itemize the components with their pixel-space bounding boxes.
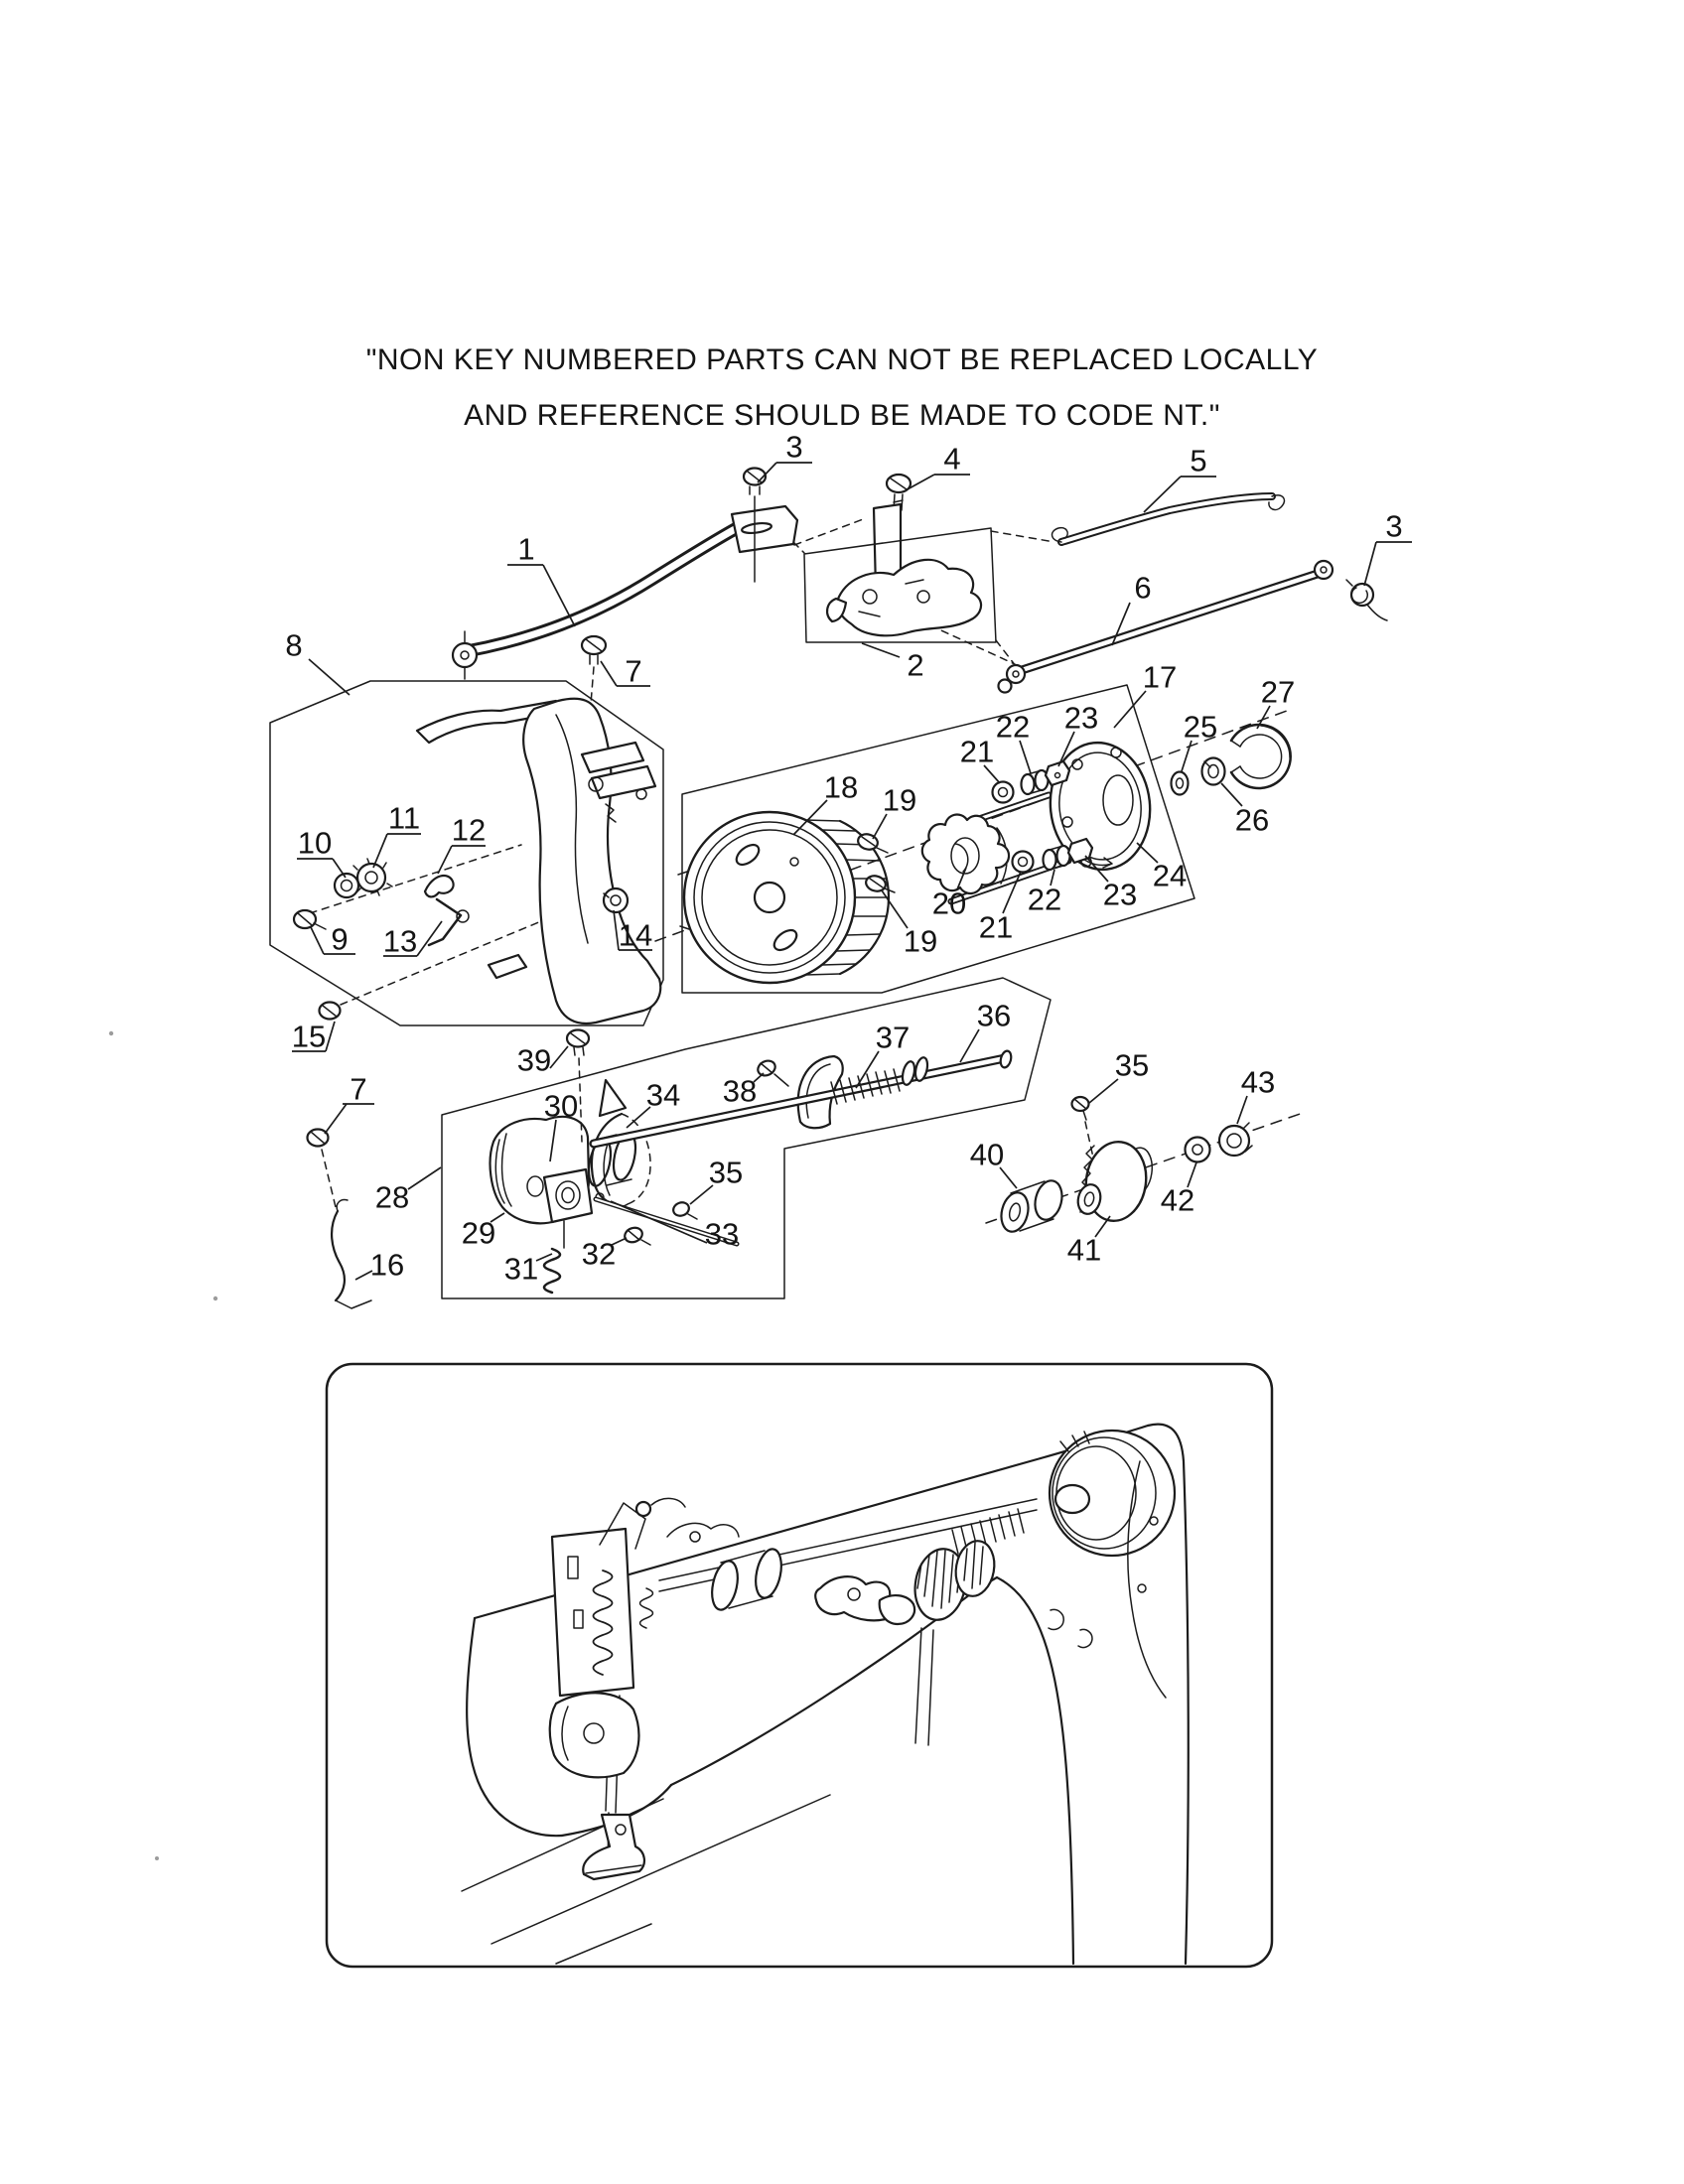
screw-35-right <box>1072 1097 1094 1158</box>
svg-text:3: 3 <box>785 429 803 465</box>
screw-7-lower <box>308 1130 337 1208</box>
svg-text:22: 22 <box>995 709 1031 745</box>
svg-text:18: 18 <box>823 769 859 805</box>
gear-41 <box>1075 1138 1156 1225</box>
svg-text:43: 43 <box>1240 1064 1276 1100</box>
callout-3-4 <box>1364 509 1412 587</box>
callout-17-16 <box>1114 660 1177 729</box>
washer-42 <box>1186 1138 1210 1162</box>
callout-29-44 <box>462 1213 504 1251</box>
ring-43 <box>1219 1123 1252 1156</box>
screw-38 <box>756 1058 788 1086</box>
svg-text:1: 1 <box>517 531 535 567</box>
callout-7-36 <box>325 1072 374 1135</box>
svg-text:35: 35 <box>1114 1047 1150 1083</box>
callout-27-23 <box>1257 675 1295 730</box>
wire-5 <box>1052 495 1285 542</box>
svg-text:33: 33 <box>704 1216 740 1252</box>
part-2-assembly <box>804 504 996 642</box>
callout-19-18 <box>873 783 916 840</box>
callout-40-40 <box>970 1138 1017 1189</box>
bracket-29 <box>491 1117 604 1223</box>
washer-21-upper <box>993 782 1014 803</box>
nut-14 <box>604 888 628 912</box>
callout-8-7 <box>285 628 350 696</box>
svg-text:7: 7 <box>625 653 642 689</box>
callout-21-19 <box>960 735 1000 784</box>
svg-text:28: 28 <box>374 1179 410 1215</box>
screw-19-lower <box>864 874 895 893</box>
note-line-2: AND REFERENCE SHOULD BE MADE TO CODE NT." <box>464 399 1220 432</box>
collar-22-upper <box>1022 770 1049 794</box>
spring-13 <box>429 899 469 945</box>
svg-text:19: 19 <box>903 923 938 959</box>
svg-text:39: 39 <box>516 1042 552 1078</box>
callout-layer <box>285 430 1412 1287</box>
rod-16 <box>332 1200 371 1308</box>
svg-text:12: 12 <box>451 812 487 848</box>
svg-text:7: 7 <box>350 1071 367 1107</box>
callout-13-13 <box>383 921 442 959</box>
screw-19-upper <box>856 832 888 853</box>
svg-text:24: 24 <box>1152 858 1188 893</box>
callout-16-47 <box>355 1248 404 1283</box>
callout-4-2 <box>906 442 970 491</box>
clip-12 <box>425 876 454 896</box>
ring-26 <box>1202 758 1225 785</box>
svg-text:4: 4 <box>943 441 961 477</box>
counterweight <box>708 1547 785 1612</box>
callout-15-15 <box>292 1020 335 1054</box>
svg-text:20: 20 <box>931 886 967 921</box>
svg-text:21: 21 <box>959 734 995 769</box>
screw-35-inner <box>671 1200 697 1219</box>
group-40-43 <box>986 1097 1306 1235</box>
bracket-8 <box>417 699 660 1024</box>
callout-32-49 <box>582 1237 627 1272</box>
svg-text:38: 38 <box>722 1073 758 1109</box>
note-line-1: "NON KEY NUMBERED PARTS CAN NOT BE REPLACED LOCALLY <box>365 343 1319 376</box>
svg-text:34: 34 <box>645 1077 681 1113</box>
scan-speck <box>109 1031 113 1035</box>
callout-39-33 <box>517 1043 568 1078</box>
washer-10 <box>335 874 358 897</box>
svg-text:3: 3 <box>1385 508 1403 544</box>
nut-11 <box>353 859 392 895</box>
callout-43-39 <box>1237 1065 1275 1125</box>
svg-text:11: 11 <box>387 800 421 836</box>
callout-41-46 <box>1067 1216 1110 1268</box>
washer-25 <box>1172 772 1189 795</box>
callout-26-24 <box>1221 783 1269 838</box>
callout-38-34 <box>723 1073 764 1109</box>
handwheel <box>1050 1431 1175 1556</box>
gear-cluster <box>910 1538 998 1745</box>
assembled-view <box>327 1364 1272 1967</box>
callout-11-10 <box>373 801 421 869</box>
svg-text:23: 23 <box>1102 877 1138 912</box>
callout-2-6 <box>862 643 924 683</box>
nut-3-right <box>1346 580 1387 620</box>
callout-35-42 <box>690 1156 743 1205</box>
callout-35-35 <box>1089 1048 1149 1104</box>
svg-text:17: 17 <box>1142 659 1178 695</box>
svg-text:16: 16 <box>369 1247 405 1283</box>
callout-34-38 <box>627 1078 680 1129</box>
scan-speck <box>213 1297 217 1300</box>
linkage <box>815 1576 914 1624</box>
screw-32 <box>623 1225 650 1245</box>
needle-bar-unit <box>550 1498 739 1879</box>
svg-text:35: 35 <box>708 1155 744 1190</box>
callout-3-1 <box>758 430 812 483</box>
svg-text:5: 5 <box>1190 443 1207 478</box>
svg-text:36: 36 <box>976 998 1012 1033</box>
svg-text:8: 8 <box>285 627 303 663</box>
bushing-40 <box>998 1177 1066 1234</box>
svg-text:31: 31 <box>503 1251 539 1287</box>
cup-27 <box>1231 725 1291 788</box>
callout-42-43 <box>1161 1162 1196 1218</box>
svg-text:21: 21 <box>978 909 1014 945</box>
svg-text:14: 14 <box>618 917 653 953</box>
svg-text:23: 23 <box>1063 700 1099 736</box>
svg-text:37: 37 <box>875 1020 911 1055</box>
svg-text:25: 25 <box>1183 709 1218 745</box>
svg-text:22: 22 <box>1027 882 1062 917</box>
svg-text:19: 19 <box>882 782 917 818</box>
svg-text:29: 29 <box>461 1215 496 1251</box>
svg-text:13: 13 <box>382 923 418 959</box>
svg-text:10: 10 <box>297 825 333 861</box>
svg-text:41: 41 <box>1066 1232 1102 1268</box>
callout-7-8 <box>601 654 650 689</box>
callout-22-20 <box>996 710 1031 774</box>
callout-1-0 <box>507 532 575 627</box>
svg-text:32: 32 <box>581 1236 617 1272</box>
svg-text:15: 15 <box>291 1019 327 1054</box>
callout-28-41 <box>375 1167 441 1215</box>
header-note <box>366 343 1319 432</box>
callout-9-12 <box>311 922 355 957</box>
washer-21-lower <box>1013 852 1034 873</box>
callout-10-9 <box>297 826 346 879</box>
clutch-flange-20 <box>922 814 1009 892</box>
svg-text:9: 9 <box>331 921 349 957</box>
pulley-18 <box>678 812 889 983</box>
svg-text:40: 40 <box>969 1137 1005 1172</box>
scan-speck <box>155 1856 159 1860</box>
svg-text:27: 27 <box>1260 674 1296 710</box>
svg-text:26: 26 <box>1234 802 1270 838</box>
svg-text:2: 2 <box>907 647 924 683</box>
svg-text:42: 42 <box>1160 1182 1195 1218</box>
screw-9 <box>294 910 326 929</box>
svg-text:6: 6 <box>1134 570 1152 606</box>
svg-text:30: 30 <box>543 1088 579 1124</box>
callout-19-30 <box>882 890 937 959</box>
